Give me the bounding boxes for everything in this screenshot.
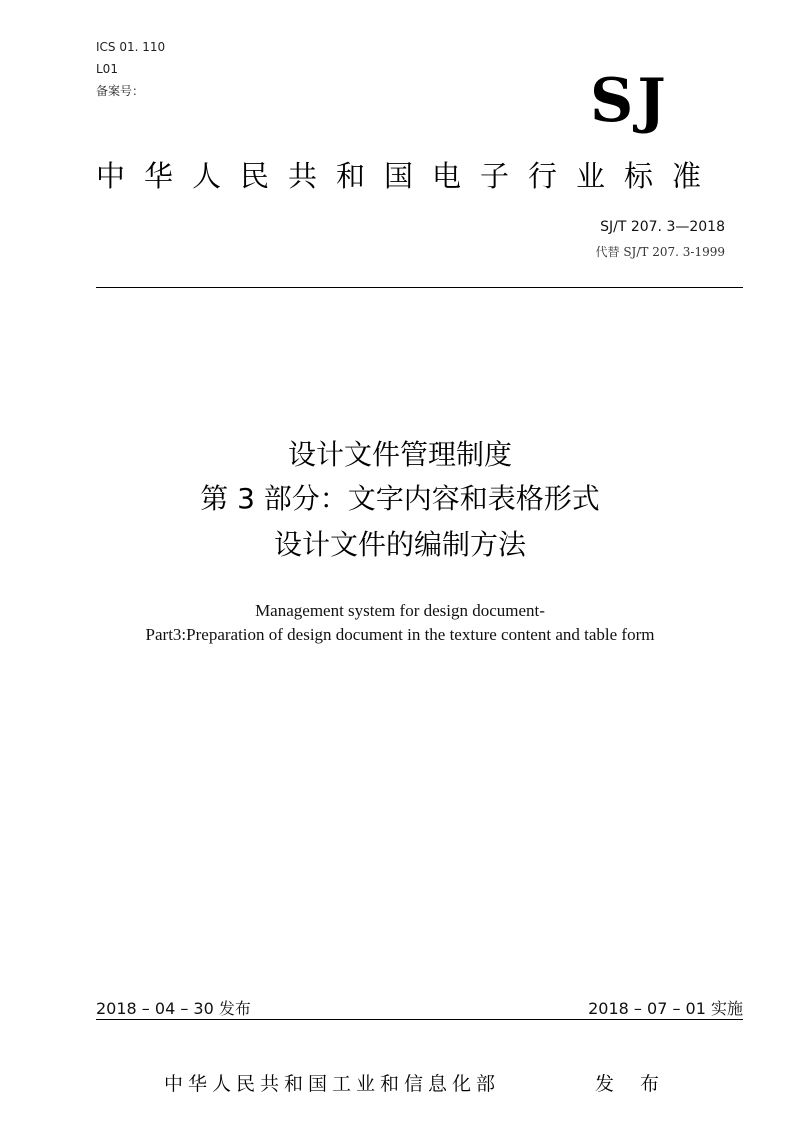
document-title-line-3: 设计文件的编制方法 [273, 528, 526, 561]
replaces-standard: 代替 SJ/T 207. 3-1999 [595, 245, 725, 259]
ics-code: ICS 01. 110 [96, 40, 166, 54]
document-title-line-2: 第 3 部分：文字内容和表格形式 [200, 482, 600, 515]
sj-logo: SJ [590, 66, 670, 136]
industry-standard-title: 中华人民共和国电子行业标准 [96, 159, 721, 193]
ccs-code: L01 [96, 62, 118, 76]
document-title-line-1: 设计文件管理制度 [287, 438, 512, 471]
issue-date: 2018 – 04 – 30 发布 [96, 999, 251, 1018]
footer-divider [96, 1019, 743, 1020]
english-title-line-2: Part3:Preparation of design document in the texture content and table form [145, 625, 655, 644]
issue-label: 发 布 [595, 1073, 670, 1095]
filing-number-label: 备案号： [96, 84, 145, 98]
standard-number: SJ/T 207. 3—2018 [600, 219, 725, 235]
issuing-ministry: 中华人民共和国工业和信息化部 [164, 1073, 501, 1095]
english-title-line-1: Management system for design document- [255, 601, 545, 620]
header-divider [96, 287, 743, 288]
implementation-date: 2018 – 07 – 01 实施 [588, 999, 743, 1018]
